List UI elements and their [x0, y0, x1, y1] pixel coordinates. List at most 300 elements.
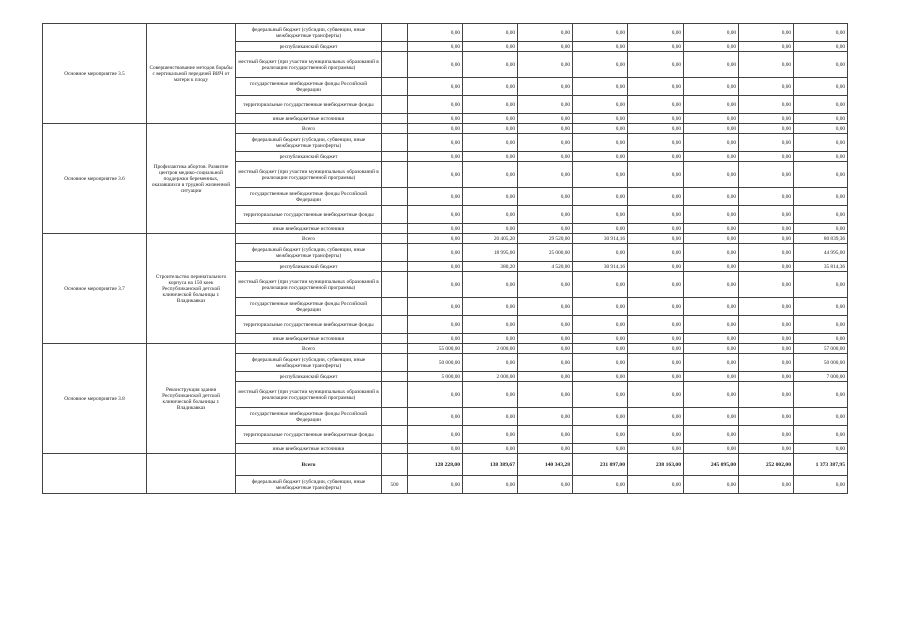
amount-cell: 0,00	[573, 188, 628, 206]
amount-cell: 0,00	[518, 52, 573, 78]
amount-cell: 0,00	[573, 372, 628, 382]
amount-cell: 0,00	[739, 444, 794, 454]
amount-cell: 0,00	[684, 476, 739, 494]
amount-cell: 0,00	[573, 476, 628, 494]
amount-cell: 0,00	[408, 52, 463, 78]
funding-source-cell: федеральный бюджет (субсидии, субвенции, иные межбюджетные трансферты)	[236, 244, 382, 262]
amount-cell: 0,00	[408, 24, 463, 42]
amount-cell: 0,00	[794, 224, 848, 234]
amount-cell: 0,00	[518, 298, 573, 316]
amount-cell: 0,00	[739, 262, 794, 272]
amount-cell: 55 000,00	[408, 344, 463, 354]
amount-cell: 0,00	[739, 114, 794, 124]
amount-cell: 0,00	[628, 354, 684, 372]
amount-cell: 0,00	[408, 152, 463, 162]
funding-source-cell: Всего	[236, 124, 382, 134]
amount-cell: 0,00	[463, 162, 518, 188]
amount-cell: 0,00	[463, 124, 518, 134]
amount-cell: 0,00	[463, 334, 518, 344]
amount-cell: 0,00	[518, 152, 573, 162]
amount-cell: 231 097,00	[573, 454, 628, 476]
code-cell	[382, 454, 408, 476]
amount-cell: 0,00	[628, 272, 684, 298]
amount-cell: 0,00	[794, 78, 848, 96]
amount-cell: 0,00	[573, 162, 628, 188]
amount-cell: 0,00	[794, 426, 848, 444]
funding-source-cell: иные внебюджетные источники	[236, 444, 382, 454]
amount-cell: 25 000,00	[518, 244, 573, 262]
amount-cell: 0,00	[573, 444, 628, 454]
amount-cell: 0,00	[573, 298, 628, 316]
amount-cell: 0,00	[518, 316, 573, 334]
activity-name-cell: Строительство перинатального корпуса на 150 коек Республиканской детской клинической больницы г. Владикавказ	[147, 234, 236, 344]
amount-cell: 0,00	[573, 224, 628, 234]
funding-source-cell: иные внебюджетные источники	[236, 334, 382, 344]
code-cell	[382, 272, 408, 298]
amount-cell: 0,00	[518, 476, 573, 494]
amount-cell: 0,00	[684, 444, 739, 454]
amount-cell: 0,00	[518, 96, 573, 114]
code-cell: 500	[382, 476, 408, 494]
amount-cell: 0,00	[518, 162, 573, 188]
amount-cell: 0,00	[684, 244, 739, 262]
amount-cell: 0,00	[463, 444, 518, 454]
amount-cell: 0,00	[408, 476, 463, 494]
amount-cell: 0,00	[684, 152, 739, 162]
amount-cell: 0,00	[573, 124, 628, 134]
amount-cell: 0,00	[408, 78, 463, 96]
funding-source-cell: иные внебюджетные источники	[236, 224, 382, 234]
amount-cell: 0,00	[628, 234, 684, 244]
amount-cell: 1 373 387,95	[794, 454, 848, 476]
amount-cell: 0,00	[408, 134, 463, 152]
amount-cell: 0,00	[408, 298, 463, 316]
funding-source-cell: федеральный бюджет (субсидии, субвенции, иные межбюджетные трансферты)	[236, 134, 382, 152]
amount-cell: 0,00	[739, 354, 794, 372]
code-cell	[382, 162, 408, 188]
amount-cell: 0,00	[463, 134, 518, 152]
amount-cell: 0,00	[739, 24, 794, 42]
amount-cell: 0,00	[628, 316, 684, 334]
amount-cell: 0,00	[739, 476, 794, 494]
funding-source-cell: территориальные государственные внебюджетные фонды	[236, 426, 382, 444]
amount-cell: 0,00	[739, 408, 794, 426]
amount-cell: 0,00	[463, 188, 518, 206]
table-row	[43, 454, 848, 476]
activity-name-cell: Профилактика абортов. Развитие центров медико-социальной поддержки беременных, оказавшихся в трудной жизненной ситуации	[147, 124, 236, 234]
amount-cell: 0,00	[628, 298, 684, 316]
amount-cell: 0,00	[628, 334, 684, 344]
activity-cell	[43, 454, 147, 494]
amount-cell: 29 520,00	[518, 234, 573, 244]
amount-cell: 0,00	[684, 382, 739, 408]
amount-cell: 0,00	[408, 272, 463, 298]
amount-cell: 0,00	[518, 372, 573, 382]
amount-cell: 0,00	[684, 234, 739, 244]
funding-source-cell: республиканский бюджет	[236, 152, 382, 162]
amount-cell: 80 839,36	[794, 234, 848, 244]
funding-source-cell: республиканский бюджет	[236, 372, 382, 382]
funding-source-cell: местный бюджет (при участии муниципальных образований в реализации государственной программы)	[236, 272, 382, 298]
amount-cell: 0,00	[684, 24, 739, 42]
amount-cell: 0,00	[518, 444, 573, 454]
amount-cell: 0,00	[684, 52, 739, 78]
code-cell	[382, 354, 408, 372]
amount-cell: 0,00	[573, 316, 628, 334]
amount-cell: 0,00	[518, 188, 573, 206]
amount-cell: 0,00	[463, 272, 518, 298]
budget-sheet	[42, 23, 847, 618]
amount-cell: 0,00	[739, 52, 794, 78]
amount-cell: 0,00	[408, 334, 463, 344]
amount-cell: 0,00	[684, 316, 739, 334]
amount-cell: 138 389,67	[463, 454, 518, 476]
amount-cell: 0,00	[684, 124, 739, 134]
amount-cell: 0,00	[463, 382, 518, 408]
amount-cell: 0,00	[739, 42, 794, 52]
funding-source-cell: местный бюджет (при участии муниципальных образований в реализации государственной программы)	[236, 162, 382, 188]
amount-cell: 0,00	[463, 96, 518, 114]
amount-cell: 0,00	[739, 382, 794, 408]
amount-cell: 0,00	[628, 426, 684, 444]
amount-cell: 0,00	[518, 24, 573, 42]
funding-source-cell: государственные внебюджетные фонды Российской Федерации	[236, 188, 382, 206]
amount-cell: 0,00	[463, 78, 518, 96]
amount-cell: 0,00	[518, 334, 573, 344]
amount-cell: 0,00	[739, 426, 794, 444]
amount-cell: 35 814,36	[794, 262, 848, 272]
amount-cell: 0,00	[628, 96, 684, 114]
amount-cell: 0,00	[739, 206, 794, 224]
amount-cell: 0,00	[794, 382, 848, 408]
amount-cell: 0,00	[794, 206, 848, 224]
code-cell	[382, 42, 408, 52]
funding-source-cell: иные внебюджетные источники	[236, 114, 382, 124]
amount-cell: 0,00	[463, 426, 518, 444]
amount-cell: 380,20	[463, 262, 518, 272]
funding-source-cell: республиканский бюджет	[236, 42, 382, 52]
amount-cell: 0,00	[573, 354, 628, 372]
budget-table	[42, 23, 848, 494]
amount-cell: 0,00	[408, 262, 463, 272]
amount-cell: 0,00	[739, 152, 794, 162]
amount-cell: 0,00	[518, 42, 573, 52]
amount-cell: 0,00	[739, 372, 794, 382]
amount-cell: 0,00	[573, 134, 628, 152]
amount-cell: 0,00	[684, 42, 739, 52]
amount-cell: 7 000,00	[794, 372, 848, 382]
amount-cell: 0,00	[518, 344, 573, 354]
amount-cell: 0,00	[684, 96, 739, 114]
code-cell	[382, 426, 408, 444]
funding-source-cell: Всего	[236, 454, 382, 476]
amount-cell: 0,00	[684, 78, 739, 96]
amount-cell: 30 914,16	[573, 234, 628, 244]
code-cell	[382, 206, 408, 224]
funding-source-cell: местный бюджет (при участии муниципальных образований в реализации государственной программы)	[236, 52, 382, 78]
budget-table-body	[43, 24, 848, 494]
amount-cell: 0,00	[463, 206, 518, 224]
amount-cell: 0,00	[463, 24, 518, 42]
code-cell	[382, 134, 408, 152]
amount-cell: 5 000,00	[408, 372, 463, 382]
amount-cell: 0,00	[518, 272, 573, 298]
amount-cell: 0,00	[518, 354, 573, 372]
amount-cell: 0,00	[794, 188, 848, 206]
amount-cell: 0,00	[684, 114, 739, 124]
amount-cell: 0,00	[684, 162, 739, 188]
amount-cell: 0,00	[628, 206, 684, 224]
amount-cell: 57 000,00	[794, 344, 848, 354]
amount-cell: 44 995,00	[794, 244, 848, 262]
amount-cell: 0,00	[628, 188, 684, 206]
amount-cell: 18 995,00	[463, 244, 518, 262]
amount-cell: 0,00	[739, 272, 794, 298]
code-cell	[382, 114, 408, 124]
funding-source-cell: территориальные государственные внебюджетные фонды	[236, 96, 382, 114]
amount-cell: 0,00	[573, 96, 628, 114]
amount-cell: 0,00	[794, 24, 848, 42]
table-row	[43, 24, 848, 42]
funding-source-cell: федеральный бюджет (субсидии, субвенции, иные межбюджетные трансферты)	[236, 24, 382, 42]
amount-cell: 0,00	[684, 344, 739, 354]
amount-cell: 0,00	[463, 316, 518, 334]
amount-cell: 0,00	[518, 426, 573, 444]
amount-cell: 0,00	[684, 206, 739, 224]
amount-cell: 0,00	[518, 382, 573, 408]
code-cell	[382, 298, 408, 316]
amount-cell: 0,00	[628, 382, 684, 408]
amount-cell: 0,00	[518, 408, 573, 426]
code-cell	[382, 124, 408, 134]
amount-cell: 252 002,00	[739, 454, 794, 476]
amount-cell: 0,00	[628, 244, 684, 262]
amount-cell: 0,00	[628, 134, 684, 152]
amount-cell: 0,00	[463, 224, 518, 234]
amount-cell: 0,00	[518, 134, 573, 152]
code-cell	[382, 444, 408, 454]
code-cell	[382, 234, 408, 244]
amount-cell: 0,00	[628, 124, 684, 134]
amount-cell: 0,00	[573, 272, 628, 298]
amount-cell: 0,00	[739, 162, 794, 188]
amount-cell: 0,00	[684, 298, 739, 316]
amount-cell: 0,00	[684, 272, 739, 298]
amount-cell: 0,00	[794, 444, 848, 454]
amount-cell: 0,00	[573, 24, 628, 42]
code-cell	[382, 78, 408, 96]
amount-cell: 0,00	[463, 42, 518, 52]
amount-cell: 30 914,16	[573, 262, 628, 272]
funding-source-cell: территориальные государственные внебюджетные фонды	[236, 206, 382, 224]
code-cell	[382, 188, 408, 206]
amount-cell: 0,00	[573, 344, 628, 354]
amount-cell: 0,00	[628, 408, 684, 426]
activity-cell: Основное мероприятие 3.6	[43, 124, 147, 234]
amount-cell: 0,00	[408, 382, 463, 408]
activity-name-cell: Совершенствование методов борьбы с вертикальной передачей ВИЧ от матери к плоду	[147, 24, 236, 124]
code-cell	[382, 244, 408, 262]
amount-cell: 0,00	[408, 444, 463, 454]
amount-cell: 0,00	[628, 262, 684, 272]
activity-name-cell: Реконструкция здания Республиканской детской клинической больницы г. Владикавказ	[147, 344, 236, 454]
amount-cell: 50 000,00	[794, 354, 848, 372]
amount-cell: 0,00	[573, 78, 628, 96]
amount-cell: 0,00	[628, 372, 684, 382]
amount-cell: 0,00	[408, 162, 463, 188]
amount-cell: 0,00	[463, 152, 518, 162]
amount-cell: 0,00	[463, 408, 518, 426]
amount-cell: 0,00	[794, 298, 848, 316]
table-row	[43, 234, 848, 244]
amount-cell: 0,00	[684, 354, 739, 372]
amount-cell: 238 163,00	[628, 454, 684, 476]
activity-cell: Основное мероприятие 3.7	[43, 234, 147, 344]
amount-cell: 0,00	[463, 354, 518, 372]
amount-cell: 4 520,00	[518, 262, 573, 272]
code-cell	[382, 334, 408, 344]
amount-cell: 2 000,00	[463, 344, 518, 354]
table-row	[43, 344, 848, 354]
funding-source-cell: государственные внебюджетные фонды Российской Федерации	[236, 408, 382, 426]
funding-source-cell: территориальные государственные внебюджетные фонды	[236, 316, 382, 334]
amount-cell: 140 343,28	[518, 454, 573, 476]
funding-source-cell: республиканский бюджет	[236, 262, 382, 272]
amount-cell: 0,00	[739, 96, 794, 114]
activity-cell: Основное мероприятие 3.8	[43, 344, 147, 454]
code-cell	[382, 96, 408, 114]
amount-cell: 20 405,20	[463, 234, 518, 244]
amount-cell: 0,00	[573, 152, 628, 162]
code-cell	[382, 152, 408, 162]
amount-cell: 0,00	[463, 476, 518, 494]
funding-source-cell: местный бюджет (при участии муниципальных образований в реализации государственной программы)	[236, 382, 382, 408]
amount-cell: 0,00	[794, 52, 848, 78]
amount-cell: 50 000,00	[408, 354, 463, 372]
code-cell	[382, 344, 408, 354]
amount-cell: 2 000,00	[463, 372, 518, 382]
amount-cell: 0,00	[408, 244, 463, 262]
amount-cell: 0,00	[573, 382, 628, 408]
amount-cell: 0,00	[684, 426, 739, 444]
code-cell	[382, 316, 408, 334]
amount-cell: 0,00	[408, 234, 463, 244]
amount-cell: 0,00	[628, 162, 684, 188]
amount-cell: 0,00	[684, 372, 739, 382]
amount-cell: 0,00	[794, 334, 848, 344]
amount-cell: 0,00	[573, 334, 628, 344]
amount-cell: 0,00	[408, 42, 463, 52]
amount-cell: 0,00	[463, 298, 518, 316]
amount-cell: 0,00	[518, 224, 573, 234]
amount-cell: 0,00	[794, 134, 848, 152]
amount-cell: 0,00	[739, 124, 794, 134]
amount-cell: 0,00	[794, 272, 848, 298]
amount-cell: 0,00	[684, 134, 739, 152]
amount-cell: 0,00	[573, 206, 628, 224]
amount-cell: 0,00	[628, 152, 684, 162]
funding-source-cell: Всего	[236, 234, 382, 244]
code-cell	[382, 262, 408, 272]
table-row	[43, 124, 848, 134]
amount-cell: 0,00	[573, 244, 628, 262]
amount-cell: 0,00	[463, 52, 518, 78]
amount-cell: 0,00	[518, 78, 573, 96]
amount-cell: 0,00	[628, 42, 684, 52]
amount-cell: 0,00	[628, 444, 684, 454]
amount-cell: 0,00	[794, 114, 848, 124]
code-cell	[382, 372, 408, 382]
amount-cell: 0,00	[794, 42, 848, 52]
amount-cell: 0,00	[518, 206, 573, 224]
activity-cell: Основное мероприятие 3.5	[43, 24, 147, 124]
funding-source-cell: государственные внебюджетные фонды Российской Федерации	[236, 78, 382, 96]
amount-cell: 0,00	[684, 188, 739, 206]
amount-cell: 0,00	[794, 124, 848, 134]
amount-cell: 0,00	[628, 114, 684, 124]
amount-cell: 0,00	[739, 224, 794, 234]
activity-name-cell	[147, 454, 236, 494]
amount-cell: 0,00	[628, 224, 684, 234]
amount-cell: 0,00	[408, 188, 463, 206]
code-cell	[382, 382, 408, 408]
amount-cell: 0,00	[518, 124, 573, 134]
code-cell	[382, 24, 408, 42]
amount-cell: 0,00	[573, 426, 628, 444]
amount-cell: 0,00	[573, 408, 628, 426]
amount-cell: 0,00	[628, 344, 684, 354]
funding-source-cell: Всего	[236, 344, 382, 354]
amount-cell: 0,00	[408, 124, 463, 134]
amount-cell: 0,00	[684, 408, 739, 426]
amount-cell: 0,00	[794, 316, 848, 334]
amount-cell: 0,00	[628, 78, 684, 96]
amount-cell: 0,00	[573, 52, 628, 78]
amount-cell: 0,00	[739, 188, 794, 206]
amount-cell: 0,00	[739, 316, 794, 334]
amount-cell: 0,00	[794, 476, 848, 494]
funding-source-cell: федеральный бюджет (субсидии, субвенции, иные межбюджетные трансферты)	[236, 354, 382, 372]
amount-cell: 0,00	[408, 224, 463, 234]
amount-cell: 0,00	[408, 96, 463, 114]
amount-cell: 0,00	[628, 24, 684, 42]
amount-cell: 0,00	[463, 114, 518, 124]
amount-cell: 0,00	[739, 234, 794, 244]
amount-cell: 0,00	[794, 152, 848, 162]
funding-source-cell: федеральный бюджет (субсидии, субвенции, иные межбюджетные трансферты)	[236, 476, 382, 494]
amount-cell: 128 228,00	[408, 454, 463, 476]
amount-cell: 0,00	[408, 114, 463, 124]
amount-cell: 0,00	[408, 426, 463, 444]
amount-cell: 0,00	[739, 244, 794, 262]
amount-cell: 0,00	[739, 334, 794, 344]
amount-cell: 0,00	[739, 134, 794, 152]
amount-cell: 0,00	[684, 334, 739, 344]
amount-cell: 0,00	[739, 344, 794, 354]
amount-cell: 0,00	[628, 52, 684, 78]
amount-cell: 0,00	[684, 224, 739, 234]
amount-cell: 0,00	[408, 206, 463, 224]
amount-cell: 0,00	[794, 162, 848, 188]
amount-cell: 0,00	[573, 114, 628, 124]
amount-cell: 0,00	[684, 262, 739, 272]
amount-cell: 0,00	[794, 96, 848, 114]
amount-cell: 245 095,00	[684, 454, 739, 476]
amount-cell: 0,00	[518, 114, 573, 124]
amount-cell: 0,00	[739, 298, 794, 316]
amount-cell: 0,00	[408, 316, 463, 334]
code-cell	[382, 408, 408, 426]
